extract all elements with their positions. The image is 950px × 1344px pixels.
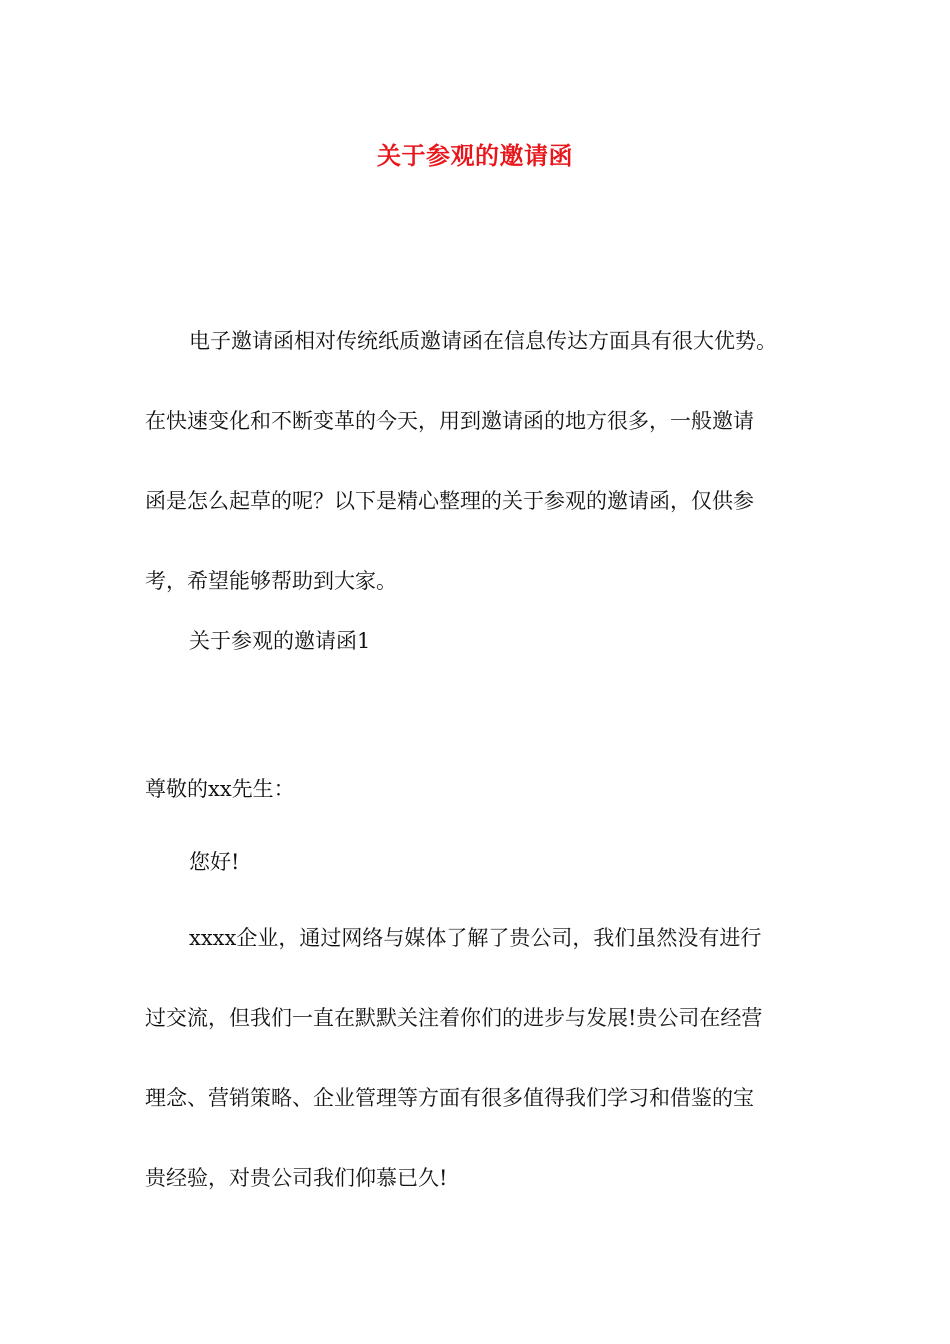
body-line: 贵经验，对贵公司我们仰慕已久! <box>145 1166 448 1190</box>
body-line: 过交流，但我们一直在默默关注着你们的进步与发展!贵公司在经营 <box>145 1006 763 1030</box>
document-title: 关于参观的邀请函 <box>377 141 573 170</box>
intro-line: 电子邀请函相对传统纸质邀请函在信息传达方面具有很大优势。 <box>189 329 777 353</box>
salutation: 尊敬的xx先生： <box>145 777 295 801</box>
body-paragraph <box>145 898 825 1218</box>
intro-paragraph <box>145 301 825 621</box>
intro-line: 考，希望能够帮助到大家。 <box>145 569 397 593</box>
greeting: 您好! <box>189 850 240 874</box>
intro-line: 函是怎么起草的呢？以下是精心整理的关于参观的邀请函，仅供参 <box>145 489 754 513</box>
intro-line: 在快速变化和不断变革的今天，用到邀请函的地方很多，一般邀请 <box>145 409 754 433</box>
section-heading: 关于参观的邀请函1 <box>189 629 371 653</box>
body-line: 理念、营销策略、企业管理等方面有很多值得我们学习和借鉴的宝 <box>145 1086 754 1110</box>
body-line: xxxx企业，通过网络与媒体了解了贵公司，我们虽然没有进行 <box>189 926 762 950</box>
